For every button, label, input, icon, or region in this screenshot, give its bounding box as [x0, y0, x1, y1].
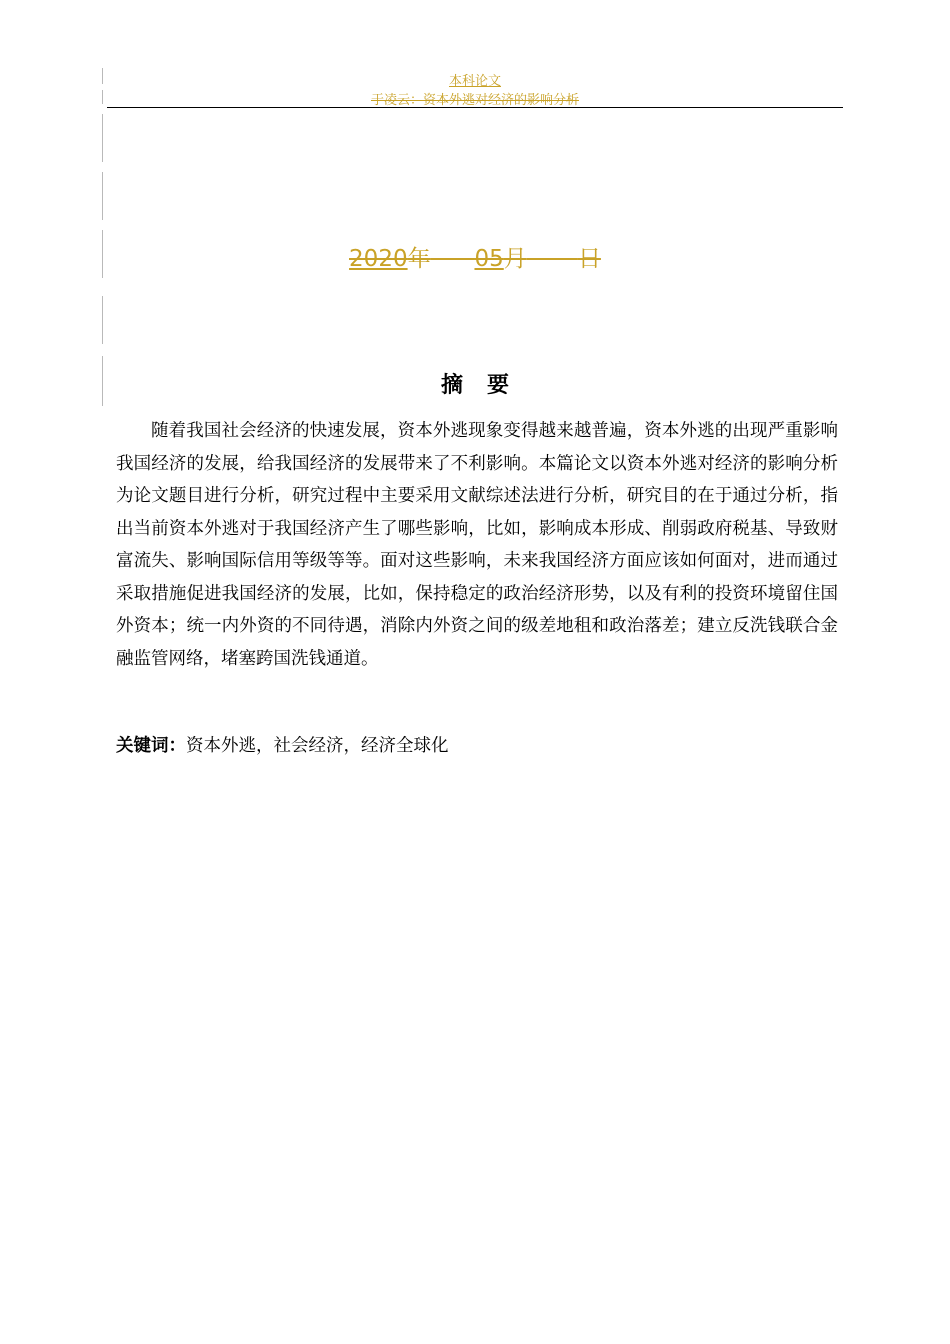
date-month: 05: [474, 246, 504, 272]
keywords: [116, 732, 449, 757]
date-line: [0, 240, 950, 273]
change-bar: [102, 90, 103, 104]
date-year: 2020: [349, 246, 408, 272]
header-title: 本科论文: [448, 74, 501, 89]
date-month-unit: 月: [503, 246, 527, 272]
change-bar: [102, 114, 103, 162]
change-bar: [102, 68, 103, 84]
change-bar: [102, 296, 103, 344]
date-year-unit: 年: [407, 246, 431, 272]
keywords-value: 资本外逃，社会经济，经济全球化: [186, 736, 449, 756]
keywords-label: 关键词：: [116, 736, 186, 756]
change-bar: [102, 172, 103, 220]
abstract-body: 随着我国社会经济的快速发展，资本外逃现象变得越来越普遍，资本外逃的出现严重影响我国经济的发展，给我国经济的发展带来了不利影响。本篇论文以资本外逃对经济的影响分析为论文题目进行分析，研究过程中主要采用文献综述法进行分析，研究目的在于通过分析，指出当前资本外逃对于我国经济产生了哪些影响，比如，影响成本形成、削弱政府税基、导致财富流失、影响国际信用等级等等。面对这些影响，未来我国经济方面应该如何面对，进而通过采取措施促进我国经济的发展，比如，保持稳定的政治经济形势，以及有利的投资环境留住国外资本；统一内外资的不同待遇，消除内外资之间的级差地租和政治落差；建立反洗钱联合金融监管网络，堵塞跨国洗钱通道。: [116, 421, 838, 669]
header-subtitle: 于凌云：资本外逃对经济的影响分析: [370, 93, 579, 108]
date-day-unit: 日: [577, 246, 601, 272]
page-header: [107, 66, 843, 108]
abstract-title: 摘要: [440, 373, 533, 398]
